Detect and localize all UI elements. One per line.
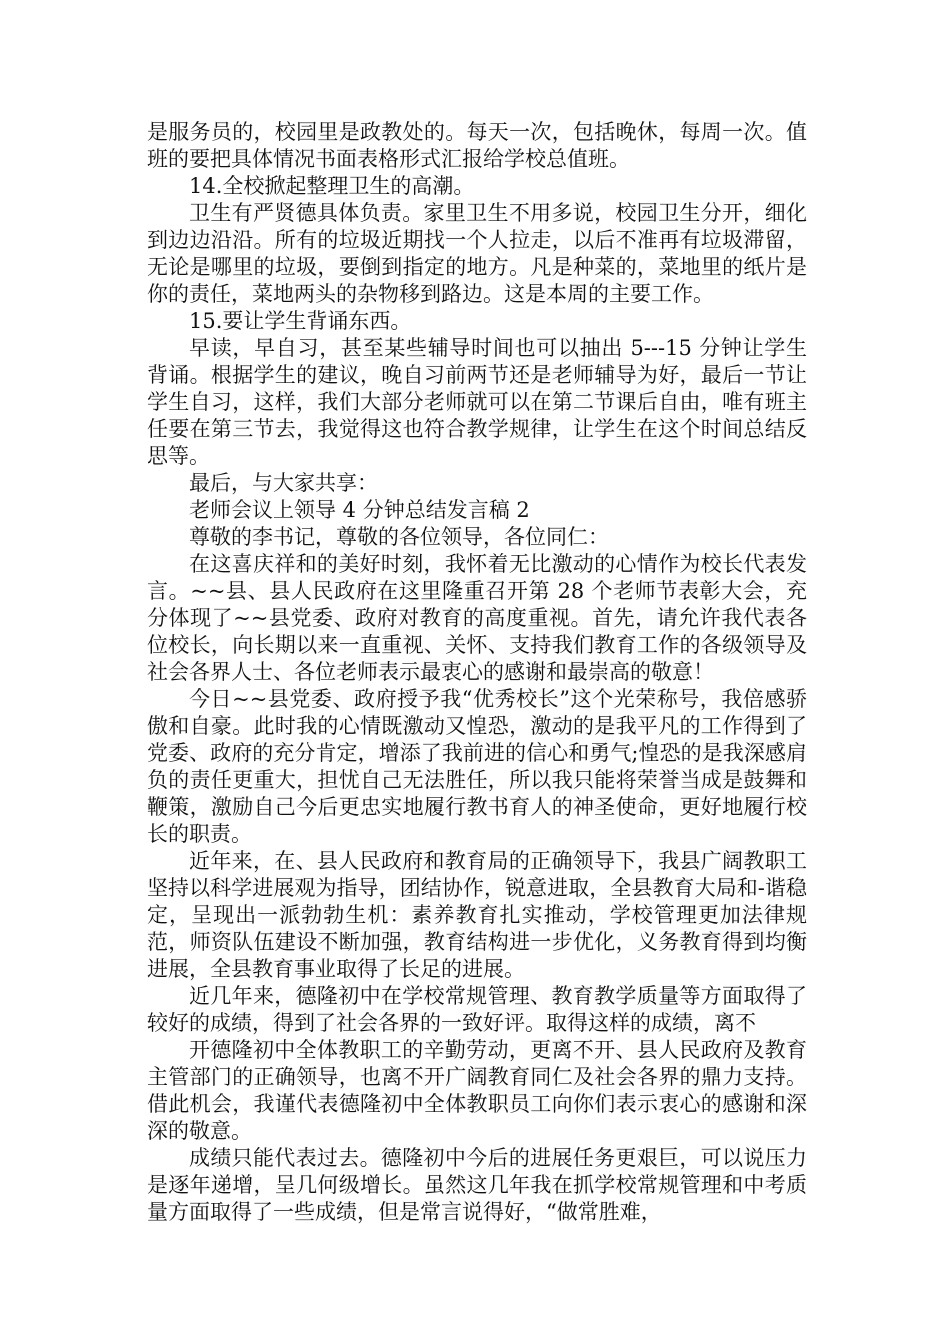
paragraph-14: 成绩只能代表过去。德隆初中今后的进展任务更艰巨，可以说压力是逐年递增，呈几何级增长。虽然这几年我在抓学校常规管理和中考质量方面取得了一些成绩，但是常言说得好，“做常胜难， <box>147 1146 807 1224</box>
paragraph-1: 是服务员的，校园里是政教处的。每天一次，包括晚休，每周一次。值班的要把具体情况书面表格形式汇报给学校总值班。 <box>147 120 807 171</box>
paragraph-13: 开德隆初中全体教职工的辛勤劳动，更离不开、县人民政府及教育主管部门的正确领导，也离不开广阔教育同仁及社会各界的鼎力支持。借此机会，我谨代表德隆初中全体教职员工向你们表示衷心的感谢和深深的敬意。 <box>147 1038 807 1143</box>
paragraph-9: 在这喜庆祥和的美好时刻，我怀着无比激动的心情作为校长代表发言。~~县、县人民政府在这里隆重召开第 28 个老师节表彰大会，充分体现了~~县党委、政府对教育的高度重视。首先，请允许我代表各位校长，向长期以来一直重视、关怀、支持我们教育工作的各级领导及社会各界人士、各位老师表示最衷心的感谢和最崇高的敬意！ <box>147 552 807 684</box>
paragraph-6: 最后，与大家共享： <box>189 471 378 495</box>
paragraph-12: 近几年来，德隆初中在学校常规管理、教育教学质量等方面取得了较好的成绩，得到了社会各界的一致好评。取得这样的成绩，离不 <box>147 984 807 1035</box>
paragraph-3: 卫生有严贤德具体负责。家里卫生不用多说，校园卫生分开，细化到边边沿沿。所有的垃圾近期找一个人拉走，以后不准再有垃圾滞留，无论是哪里的垃圾，要倒到指定的地方。凡是种菜的，菜地里的纸片是你的责任，菜地两头的杂物移到路边。这是本周的主要工作。 <box>147 201 807 306</box>
salutation: 尊敬的李书记，尊敬的各位领导，各位同仁： <box>189 525 609 549</box>
paragraph-4: 15.要让学生背诵东西。 <box>189 309 412 333</box>
paragraph-11: 近年来，在、县人民政府和教育局的正确领导下，我县广阔教职工坚持以科学进展观为指导，团结协作，锐意进取，全县教育大局和-谐稳定，呈现出一派勃勃生机：素养教育扎实推动，学校管理更加法律规范，师资队伍建设不断加强，教育结构进一步优化，义务教育得到均衡进展，全县教育事业取得了长足的进展。 <box>147 849 807 981</box>
paragraph-10: 今日~~县党委、政府授予我“优秀校长”这个光荣称号，我倍感骄傲和自豪。此时我的心情既激动又惶恐，激动的是我平凡的工作得到了党委、政府的充分肯定，增添了我前进的信心和勇气;惶恐的是我深感肩负的责任更重大，担忧自己无法胜任，所以我只能将荣誉当成是鼓舞和鞭策，激励自己今后更忠实地履行教书育人的神圣使命，更好地履行校长的职责。 <box>147 687 807 846</box>
speech-title: 老师会议上领导 4 分钟总结发言稿 2 <box>189 498 530 522</box>
document-body <box>147 119 807 1226</box>
paragraph-2: 14.全校掀起整理卫生的高潮。 <box>189 174 475 198</box>
paragraph-5: 早读，早自习，甚至某些辅导时间也可以抽出 5---15 分钟让学生背诵。根据学生的建议，晚自习前两节还是老师辅导为好，最后一节让学生自习，这样，我们大部分老师就可以在第二节课后自由，唯有班主任要在第三节去，我觉得这也符合教学规律，让学生在这个时间总结反思等。 <box>147 336 807 468</box>
